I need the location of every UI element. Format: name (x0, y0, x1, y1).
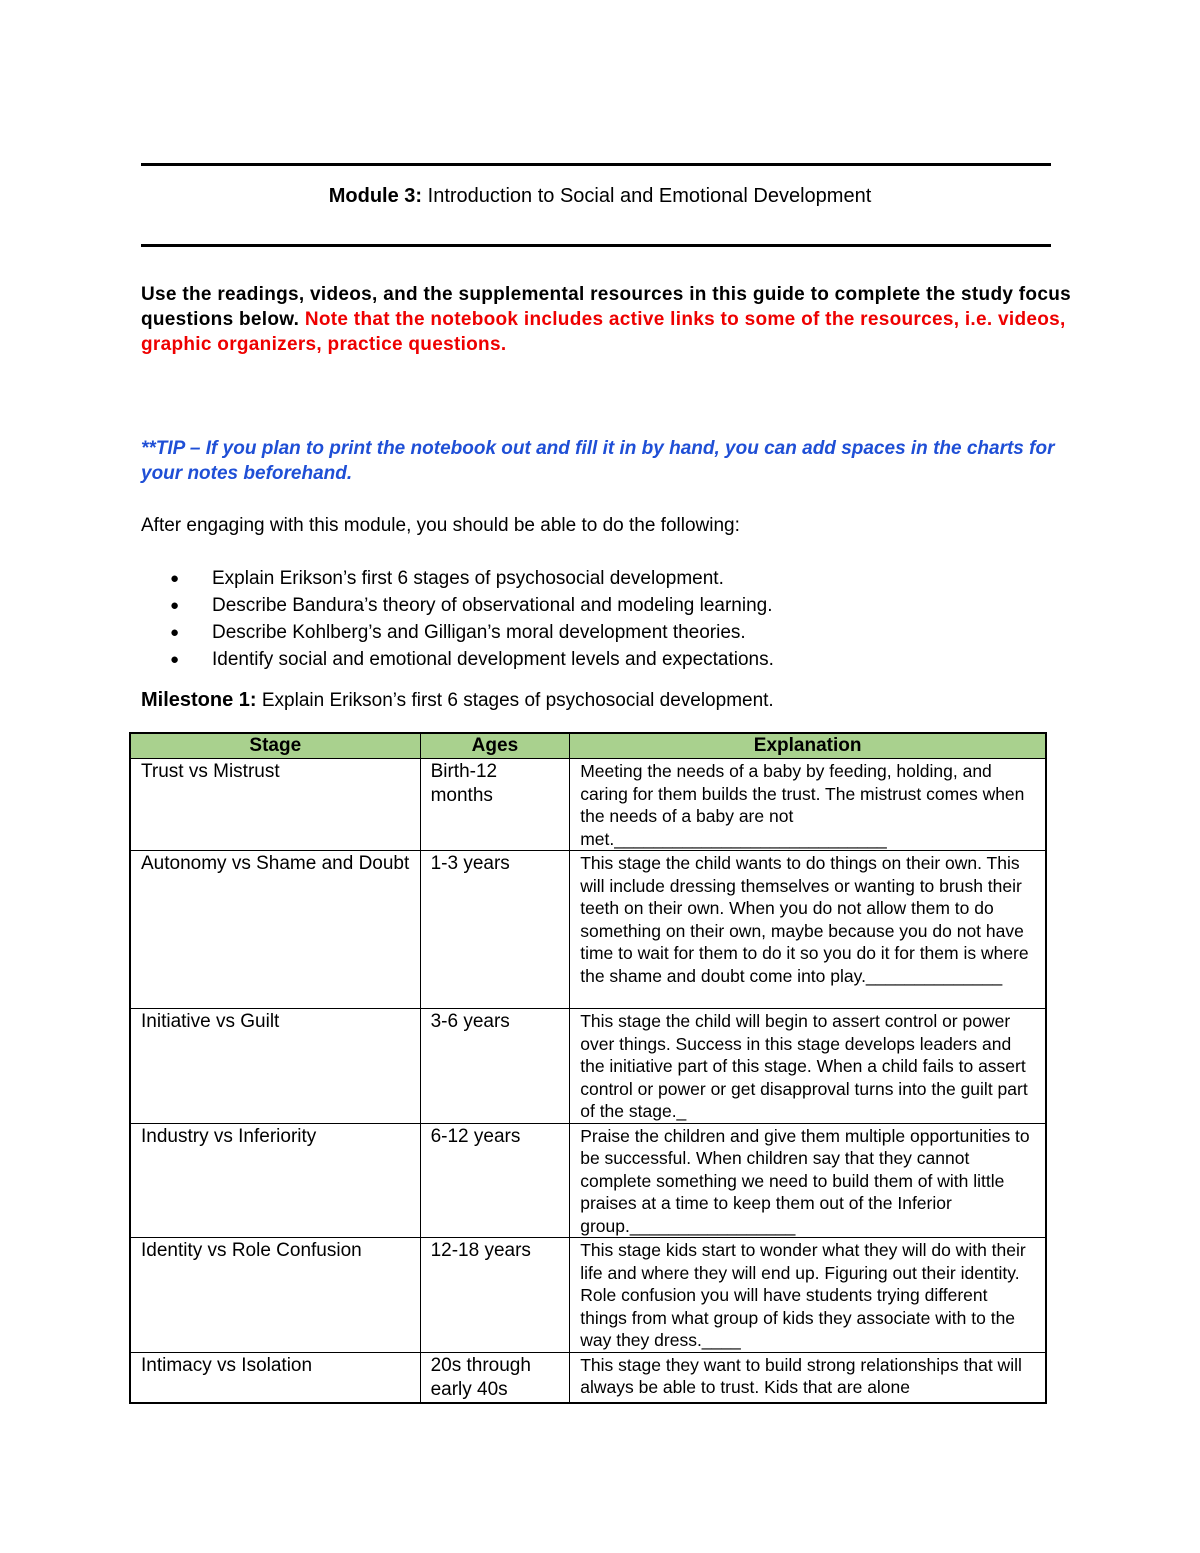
explanation-cell[interactable]: Meeting the needs of a baby by feeding, holding, and caring for them builds the trust. The mistrust comes when the needs of a baby are not met.____________________________ (570, 759, 1046, 851)
stage-cell: Initiative vs Guilt (130, 1009, 420, 1124)
list-item (170, 592, 774, 619)
module-title-text: Introduction to Social and Emotional Development (422, 185, 872, 207)
intro-note: Note that the notebook includes active links to some of the resources, i.e. videos, graphic organizers, practice questions. (141, 309, 1066, 355)
stage-cell: Intimacy vs Isolation (130, 1352, 420, 1403)
objective-text: Identify social and emotional development levels and expectations. (212, 649, 774, 670)
stage-cell: Identity vs Role Confusion (130, 1238, 420, 1353)
milestone-text: Explain Erikson’s first 6 stages of psychosocial development. (256, 690, 774, 711)
table-header-row (130, 733, 1046, 759)
column-header-explanation: Explanation (570, 733, 1046, 759)
list-item (170, 565, 774, 592)
table-row (130, 1009, 1046, 1124)
bullet-icon: ● (170, 570, 180, 587)
bullet-icon: ● (170, 597, 180, 614)
stages-table (129, 732, 1047, 1404)
table-row (130, 1238, 1046, 1353)
objective-text: Describe Kohlberg’s and Gilligan’s moral development theories. (212, 622, 746, 643)
intro-paragraph (141, 282, 1071, 357)
objective-text: Explain Erikson’s first 6 stages of psychosocial development. (212, 568, 724, 589)
bottom-divider-line (141, 244, 1051, 247)
ages-cell: 12-18 years (420, 1238, 570, 1353)
module-label: Module 3: (328, 185, 423, 207)
column-header-ages: Ages (420, 733, 570, 759)
stage-cell: Industry vs Inferiority (130, 1123, 420, 1238)
stage-cell: Trust vs Mistrust (130, 759, 420, 851)
stage-cell: Autonomy vs Shame and Doubt (130, 851, 420, 1009)
objectives-intro: After engaging with this module, you should be able to do the following: (141, 515, 740, 536)
objectives-list (170, 565, 774, 673)
ages-cell: 20s through early 40s (420, 1352, 570, 1403)
tip-paragraph: **TIP – If you plan to print the notebook out and fill it in by hand, you can add spaces in the charts for your notes beforehand. (141, 438, 1055, 484)
table-row (130, 1123, 1046, 1238)
list-item (170, 646, 774, 673)
explanation-cell[interactable]: This stage kids start to wonder what they will do with their life and where they will end up. Figuring out their identity. Role confusion you will have students trying different things from what group of kids they associate with to the way they dress.____ (570, 1238, 1046, 1353)
bullet-icon: ● (170, 624, 180, 641)
list-item (170, 619, 774, 646)
explanation-cell[interactable]: This stage they want to build strong relationships that will always be able to trust. Kids that are alone (570, 1352, 1046, 1403)
ages-cell: Birth-12 months (420, 759, 570, 851)
objective-text: Describe Bandura’s theory of observational and modeling learning. (212, 595, 773, 616)
ages-cell: 3-6 years (420, 1009, 570, 1124)
milestone-heading (141, 689, 774, 712)
table-row (130, 851, 1046, 1009)
module-title (0, 185, 1200, 208)
explanation-cell[interactable]: This stage the child wants to do things on their own. This will include dressing themselves or wanting to brush their teeth on their own. When you do not allow them to do something on their own, maybe because you do not have time to wait for them to do it so you do it for them is where the shame and doubt come into play.______________ (570, 851, 1046, 1009)
ages-cell: 6-12 years (420, 1123, 570, 1238)
milestone-label: Milestone 1: (141, 689, 257, 711)
explanation-cell[interactable]: Praise the children and give them multiple opportunities to be successful. When children say that they cannot complete something we need to build them of with little praises at a time to keep them out of the Inferior group._________________ (570, 1123, 1046, 1238)
explanation-cell[interactable]: This stage the child will begin to assert control or power over things. Success in this stage develops leaders and the initiative part of this stage. When a child fails to assert control or power or get disapproval turns into the guilt part of the stage._ (570, 1009, 1046, 1124)
intro-instructions: Use the readings, videos, and the supplemental resources in this guide to complete the study focus questions below. (141, 284, 1071, 330)
bullet-icon: ● (170, 651, 180, 668)
top-divider-line (141, 163, 1051, 166)
table-row (130, 1352, 1046, 1403)
column-header-stage: Stage (130, 733, 420, 759)
ages-cell: 1-3 years (420, 851, 570, 1009)
table-row (130, 759, 1046, 851)
